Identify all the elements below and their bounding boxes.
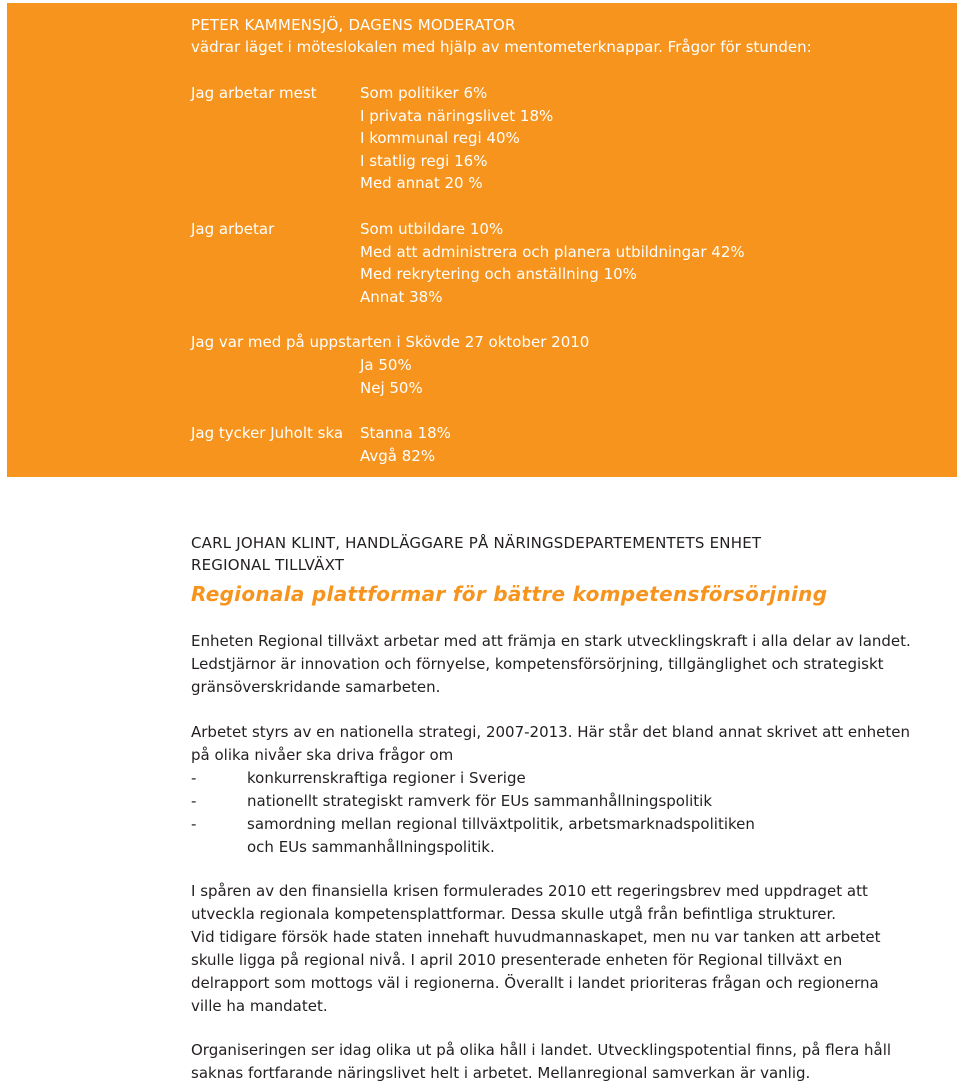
question-label: Jag tycker Juholt ska xyxy=(191,424,344,442)
question-label: Jag arbetar xyxy=(191,220,275,238)
article-paragraph xyxy=(191,721,911,859)
paragraph-text: Arbetet styrs av en nationella strategi, 2007-2013. Här står det bland annat skrivet att enheten på olika nivåer ska driva frågor om xyxy=(191,723,910,764)
answer: I kommunal regi 40% xyxy=(360,129,520,147)
survey-heading: PETER KAMMENSJÖ, DAGENS MODERATOR xyxy=(191,16,516,34)
byline-line: CARL JOHAN KLINT, HANDLÄGGARE PÅ NÄRINGSDEPARTEMENTETS ENHET xyxy=(191,534,762,552)
bullet-dash: - xyxy=(191,815,197,833)
answer: Ja 50% xyxy=(360,356,412,374)
survey-intro: vädrar läget i möteslokalen med hjälp av mentometerknappar. Frågor för stunden: xyxy=(191,38,812,56)
question-answers xyxy=(360,218,745,308)
answer: Avgå 82% xyxy=(360,446,436,465)
article-byline xyxy=(191,532,911,576)
byline-line: REGIONAL TILLVÄXT xyxy=(191,556,345,574)
list-item xyxy=(191,790,911,813)
answer: Med rekrytering och anställning 10% xyxy=(360,265,637,283)
question-label: Jag var med på uppstarten i Skövde 27 oktober 2010 xyxy=(191,333,590,351)
bullet-dash: - xyxy=(191,769,197,787)
bullet-text: nationellt strategiskt ramverk för EUs sammanhållningspolitik xyxy=(247,792,713,810)
answer: I statlig regi 16% xyxy=(360,151,488,170)
answer: Som politiker 6% xyxy=(360,84,488,102)
answer: Med att administrera och planera utbildningar 42% xyxy=(360,242,745,261)
bullet-dash: - xyxy=(191,792,197,810)
article-title: Regionala plattformar för bättre kompetensförsörjning xyxy=(191,582,828,606)
article-paragraph xyxy=(191,880,911,1018)
bullet-text: samordning mellan regional tillväxtpolitik, arbetsmarknadspolitiken och EUs sammanhållningspolitik. xyxy=(247,815,755,856)
article-paragraph: Organiseringen ser idag olika ut på olika håll i landet. Utvecklingspotential finns, på flera håll saknas fortfarande näringslivet helt i arbetet. Mellanregional samverkan är vanlig. xyxy=(191,1041,892,1082)
question-answers xyxy=(360,422,451,467)
paragraph-text: Vid tidigare försök hade staten innehaft huvudmannaskapet, men nu var tanken att arbetet skulle ligga på regional nivå. I april 2010 presenterade enheten för Regional tillväxt en delrapport som mottogs väl i regionerna. Överallt i landet prioriteras frågan och regionerna ville ha mandatet. xyxy=(191,928,881,1015)
answer: Annat 38% xyxy=(360,287,443,306)
answer: Stanna 18% xyxy=(360,424,451,442)
bullet-text: konkurrenskraftiga regioner i Sverige xyxy=(247,769,526,787)
answer: I privata näringslivet 18% xyxy=(360,106,554,125)
answer: Med annat 20 % xyxy=(360,174,483,192)
paragraph-text: I spåren av den finansiella krisen formulerades 2010 ett regeringsbrev med uppdraget att utveckla regionala kompetensplattformar. Dessa skulle utgå från befintliga strukturer. xyxy=(191,882,868,923)
question-label: Jag arbetar mest xyxy=(191,84,317,102)
question-answers xyxy=(360,82,553,195)
list-item xyxy=(191,813,911,859)
list-item xyxy=(191,767,911,790)
answer: Som utbildare 10% xyxy=(360,220,504,238)
question-answers xyxy=(360,354,423,399)
answer: Nej 50% xyxy=(360,378,423,397)
article-paragraph: Enheten Regional tillväxt arbetar med att främja en stark utvecklingskraft i alla delar av landet. Ledstjärnor är innovation och förnyelse, kompetensförsörjning, tillgänglighet och strategiskt gränsöverskridande samarbeten. xyxy=(191,632,911,696)
